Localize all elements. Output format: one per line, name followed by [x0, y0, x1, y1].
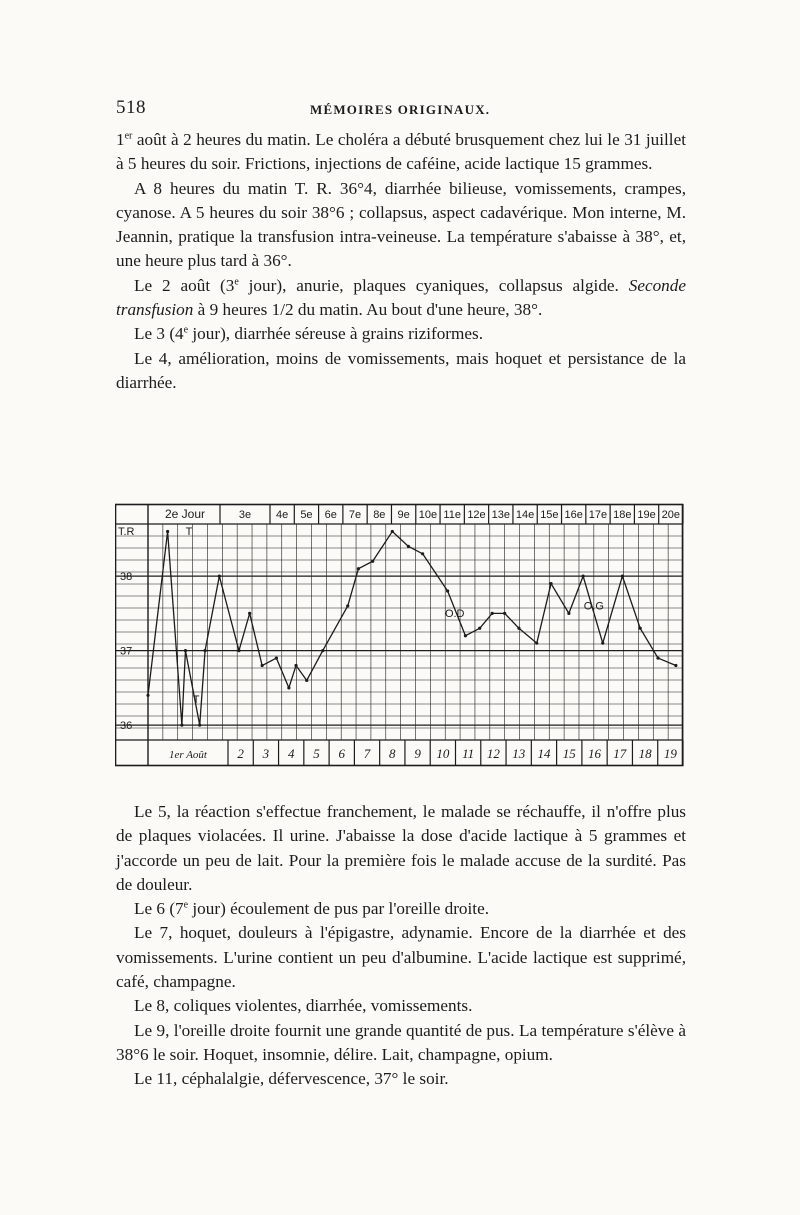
temperature-point	[180, 724, 183, 727]
day-label-top: 6e	[324, 509, 337, 521]
temperature-point	[218, 575, 221, 578]
temperature-point	[357, 567, 360, 570]
temperature-point	[184, 649, 187, 652]
chart-annotation: O.D	[444, 608, 465, 621]
temperature-point	[491, 612, 494, 615]
temperature-point	[346, 604, 349, 607]
chart-annotation: T	[192, 693, 200, 706]
date-label-bottom: 17	[613, 746, 627, 761]
y-tick-label: 36	[120, 720, 133, 733]
chart-annotation: O.G	[583, 600, 604, 613]
date-label-bottom: 10	[436, 746, 450, 761]
date-label-bottom: 9	[414, 746, 421, 761]
date-label-bottom: 8	[389, 746, 396, 761]
temperature-point	[237, 649, 240, 652]
temperature-point	[517, 627, 520, 630]
body-text-bottom	[116, 800, 686, 1092]
temperature-point	[321, 649, 324, 652]
date-label-bottom: 5	[313, 746, 320, 761]
chart-annotation: T	[185, 526, 193, 539]
temperature-point	[371, 560, 374, 563]
temperature-point	[203, 649, 206, 652]
date-label-bottom: 19	[663, 746, 677, 761]
temperature-point	[639, 627, 642, 630]
temperature-point	[407, 545, 410, 548]
temperature-line	[148, 531, 676, 725]
date-label-bottom: 1er Août	[169, 749, 207, 761]
date-label-bottom: 4	[287, 746, 295, 761]
temperature-point	[261, 664, 264, 667]
paragraph-1: 1er août à 2 heures du matin. Le choléra a débuté brusquement chez lui le 31 juillet à 5 heures du soir. Frictions, injections de caféine, acide lactique 15 grammes.	[116, 130, 686, 174]
date-label-bottom: 12	[486, 746, 500, 761]
paragraph-4: Le 3 (4e jour), diarrhée séreuse à grains riziformes.	[134, 324, 484, 344]
paragraph-7: Le 6 (7e jour) écoulement de pus par l'oreille droite.	[134, 899, 490, 919]
temperature-point	[198, 724, 201, 727]
day-label-top: 14e	[515, 509, 535, 521]
temperature-point	[464, 634, 467, 637]
date-label-bottom: 6	[338, 746, 345, 761]
paragraph-8: Le 7, hoquet, douleurs à l'épigastre, adynamie. Encore de la diarrhée et des vomissements. L'urine contient un peu d'albumine. L'acide lactique est supprimé, café, champagne.	[116, 923, 686, 992]
running-head: MÉMOIRES ORIGINAUX.	[310, 102, 491, 117]
temperature-point	[166, 530, 169, 533]
paragraph-3: Le 2 août (3e jour), anurie, plaques cyaniques, collapsus algide. Seconde transfusion à 9 heures 1/2 du matin. Au bout d'une heure, 38°.	[116, 275, 686, 320]
paragraph-9: Le 8, coliques violentes, diarrhée, vomissements.	[134, 996, 473, 1016]
temperature-chart-svg	[115, 500, 685, 770]
temperature-point	[535, 642, 538, 645]
date-label-bottom: 14	[537, 746, 551, 761]
temperature-point	[275, 656, 278, 659]
temperature-point	[478, 627, 481, 630]
temperature-point	[446, 589, 449, 592]
day-label-top: 15e	[540, 509, 559, 521]
paragraph-2: A 8 heures du matin T. R. 36°4, diarrhée bilieuse, vomissements, crampes, cyanose. A 5 heures du soir 38°6 ; collapsus, aspect cadavérique. Mon interne, M. Jeannin, pratique la transfusion intra-veineuse. La température s'abaisse à 38°, et, une heure plus tard à 36°.	[116, 178, 686, 271]
day-label-top: 16e	[564, 509, 583, 521]
y-tick-label: 38	[120, 571, 133, 584]
day-label-top: 7e	[348, 509, 362, 521]
temperature-point	[582, 575, 585, 578]
day-label-top: 3e	[238, 509, 252, 521]
day-label-top: 20e	[661, 509, 681, 521]
date-label-bottom: 15	[562, 746, 576, 761]
day-label-top: 19e	[637, 509, 656, 521]
temperature-point	[601, 642, 604, 645]
temperature-point	[294, 664, 297, 667]
day-label-top: 18e	[613, 509, 632, 521]
temperature-point	[287, 686, 290, 689]
date-label-bottom: 16	[588, 746, 602, 761]
day-label-top: 2e Jour	[164, 507, 206, 521]
temperature-point	[503, 612, 506, 615]
y-axis-label: T.R	[118, 526, 135, 539]
date-label-bottom: 2	[237, 746, 244, 761]
y-tick-label: 37	[120, 645, 133, 658]
temperature-point	[674, 664, 677, 667]
date-label-bottom: 13	[512, 746, 526, 761]
day-label-top: 4e	[276, 509, 289, 521]
temperature-point	[549, 582, 552, 585]
temperature-point	[621, 575, 624, 578]
day-label-top: 17e	[588, 509, 608, 521]
page-number: 518	[116, 97, 146, 118]
paragraph-10: Le 9, l'oreille droite fournit une grande quantité de pus. La température s'élève à 38°6 le soir. Hoquet, insomnie, délire. Lait, champagne, opium.	[116, 1020, 686, 1064]
day-label-top: 9e	[397, 509, 410, 521]
date-label-bottom: 3	[262, 746, 270, 761]
temperature-point	[391, 530, 394, 533]
day-label-top: 11e	[443, 509, 461, 521]
day-label-top: 13e	[491, 509, 510, 521]
paragraph-5: Le 4, amélioration, moins de vomissements, mais hoquet et persistance de la diarrhée.	[116, 348, 686, 392]
day-label-top: 10e	[418, 509, 438, 521]
body-text-top	[116, 128, 686, 395]
day-label-top: 5e	[300, 509, 313, 521]
temperature-point	[567, 612, 570, 615]
date-label-bottom: 18	[638, 746, 652, 761]
temperature-point	[421, 552, 424, 555]
temperature-point	[656, 656, 659, 659]
day-label-top: 8e	[373, 509, 386, 521]
paragraph-6: Le 5, la réaction s'effectue franchement, le malade se réchauffe, il n'offre plus de plaques violacées. Il urine. J'abaisse la dose d'acide lactique à 5 grammes et j'accorde un peu de lait. Pour la première fois le malade accuse de la surdité. Pas de douleur.	[116, 802, 686, 894]
date-label-bottom: 11	[462, 746, 475, 761]
temperature-chart	[115, 500, 685, 770]
date-label-bottom: 7	[363, 746, 371, 761]
day-label-top: 12e	[467, 509, 486, 521]
temperature-point	[305, 679, 308, 682]
temperature-point	[248, 612, 251, 615]
temperature-point	[146, 694, 149, 697]
paragraph-11: Le 11, céphalalgie, défervescence, 37° le soir.	[134, 1069, 449, 1089]
